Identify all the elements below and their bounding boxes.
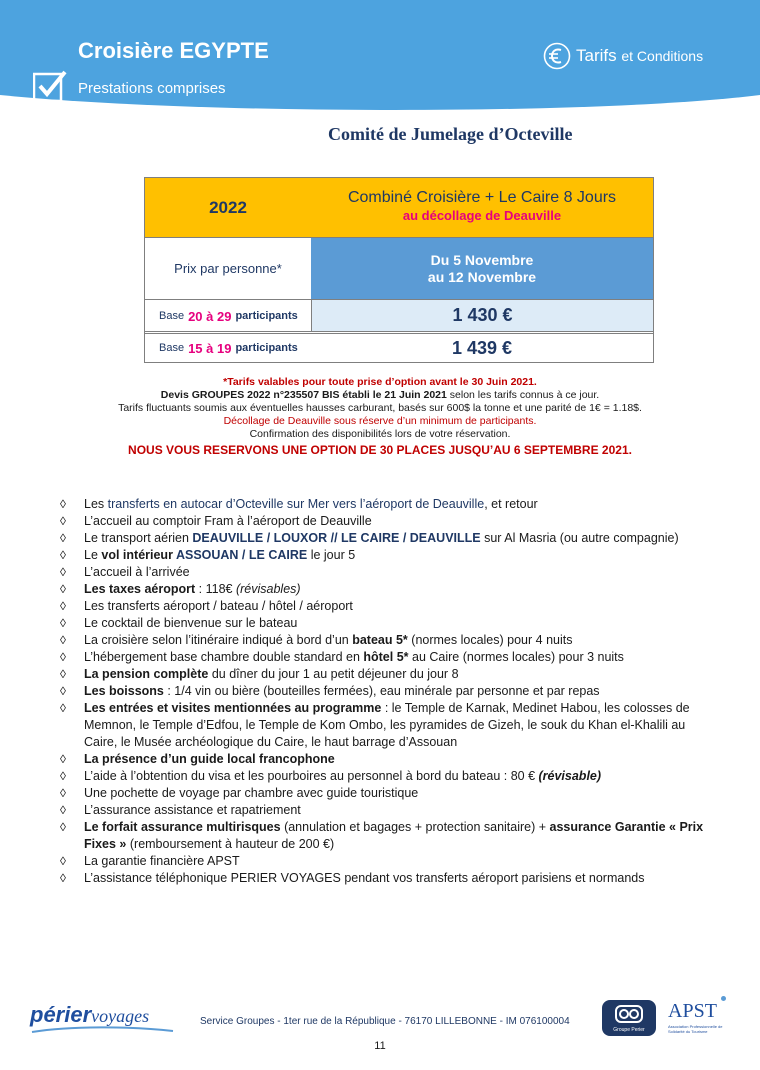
list-item: ◊ Une pochette de voyage par chambre avec guide touristique (60, 786, 419, 800)
diamond-bullet-icon: ◊ (60, 786, 66, 800)
list-item: ◊ Les boissons : 1/4 vin ou bière (bouteilles fermées), eau minérale par personne et par repas (60, 684, 600, 698)
diamond-bullet-icon: ◊ (60, 820, 66, 834)
diamond-bullet-icon: ◊ (60, 582, 66, 596)
apst-logo: APST (668, 1000, 717, 1022)
groupe-perier-badge (602, 1000, 656, 1036)
diamond-bullet-icon: ◊ (60, 667, 66, 681)
list-item: ◊ L’hébergement base chambre double standard en hôtel 5* au Caire (normes locales) pour 3 nuits (60, 650, 624, 664)
tarifs-heading (576, 46, 703, 66)
base-label (145, 334, 311, 362)
dates-line2: au 12 Novembre (427, 269, 537, 285)
diamond-bullet-icon: ◊ (60, 531, 66, 545)
list-item: ◊ Le vol intérieur ASSOUAN / LE CAIRE le jour 5 (60, 548, 356, 562)
diamond-bullet-icon: ◊ (60, 633, 66, 647)
diamond-bullet-icon: ◊ (60, 684, 66, 698)
participants-range: 20 à 29 (188, 308, 232, 324)
note-quote (0, 389, 760, 402)
logo-part2: voyages (91, 1006, 150, 1026)
footer-address: Service Groupes - 1ter rue de la République - 76170 LILLEBONNE - IM 076100004 (200, 1016, 570, 1027)
diamond-bullet-icon: ◊ (60, 854, 66, 868)
logo-part1: périer (30, 1002, 92, 1027)
diamond-bullet-icon: ◊ (60, 701, 66, 715)
list-item: ◊ L’aide à l’obtention du visa et les pourboires au personnel à bord du bateau : 80 € (révisable) (60, 769, 602, 783)
list-item: ◊ Le transport aérien DEAUVILLE / LOUXOR // LE CAIRE / DEAUVILLE sur Al Masria (ou autre compagnie) (60, 531, 679, 545)
base-label (145, 300, 311, 332)
list-item: ◊ La croisière selon l’itinéraire indiqué à bord d’un bateau 5* (normes locales) pour 4 nuits (60, 633, 573, 647)
tarifs-label: Tarifs (576, 46, 617, 65)
list-item: ◊ L’accueil à l’arrivée (60, 565, 190, 579)
base-word: Base (159, 342, 185, 354)
committee-title: Comité de Jumelage d’Octeville (328, 124, 573, 144)
page-title: Croisière EGYPTE (78, 38, 269, 63)
table-header-row (145, 178, 653, 238)
apst-caption: Association Professionnelle de Solidarité du Tourisme (668, 1024, 723, 1034)
diamond-bullet-icon: ◊ (60, 548, 66, 562)
participants-range: 15 à 19 (188, 340, 232, 356)
header-band (0, 0, 760, 110)
option-reservation: NOUS VOUS RESERVONS UNE OPTION DE 30 PLACES JUSQU’AU 6 SEPTEMBRE 2021. (128, 443, 632, 457)
page-subtitle: Prestations comprises (78, 80, 226, 97)
note-fuel: Tarifs fluctuants soumis aux éventuelles hausses carburant, basés sur 600$ la tonne et une parité de 1€ = 1.18$. (118, 402, 642, 414)
diamond-bullet-icon: ◊ (60, 497, 66, 511)
diamond-bullet-icon: ◊ (60, 752, 66, 766)
base-word: Base (159, 310, 185, 322)
diamond-bullet-icon: ◊ (60, 616, 66, 630)
pricing-notes (0, 376, 760, 457)
price-table (144, 177, 654, 363)
list-item: ◊ Le forfait assurance multirisques (annulation et bagages + protection sanitaire) + assurance Garantie « Prix Fixes » (remboursement à hauteur de 200 €) (60, 820, 704, 851)
list-item: ◊ La garantie financière APST (60, 854, 240, 868)
list-item: ◊ Les taxes aéroport : 118€ (révisables) (60, 582, 301, 596)
list-item: ◊ Le cocktail de bienvenue sur le bateau (60, 616, 298, 630)
list-item: ◊ La pension complète du dîner du jour 1 au petit déjeuner du jour 8 (60, 667, 459, 681)
per-person-label: Prix par personne* (174, 261, 282, 276)
conditions-label: et Conditions (621, 48, 704, 64)
included-services-list (60, 496, 720, 887)
list-item: ◊ Les entrées et visites mentionnées au programme : le Temple de Karnak, Medinet Habou, les colosses de Memnon, le Temple d’Edfou, le Temple de Kom Ombo, les pyramides de Gizeh, le souk du Khan el-Khalili au Caire, le Musée archéologique du Caire, le haut barrage d’Assouan (60, 701, 690, 749)
diamond-bullet-icon: ◊ (60, 565, 66, 579)
price-value: 1 439 € (451, 337, 513, 358)
product-cell (311, 178, 653, 238)
participants-word: participants (235, 342, 298, 354)
quote-rest: selon les tarifs connus à ce jour. (446, 389, 600, 401)
list-item: ◊ Les transferts en autocar d’Octeville sur Mer vers l’aéroport de Deauville, et retour (60, 497, 538, 511)
list-item: ◊ La présence d’un guide local francophone (60, 752, 335, 766)
list-item: ◊ Les transferts aéroport / bateau / hôtel / aéroport (60, 599, 353, 613)
infinity-icon (602, 1000, 656, 1028)
diamond-bullet-icon: ◊ (60, 803, 66, 817)
participants-word: participants (235, 310, 298, 322)
list-item: ◊ L’assistance téléphonique PERIER VOYAGES pendant vos transferts aéroport parisiens et normands (60, 871, 645, 885)
note-confirmation: Confirmation des disponibilités lors de votre réservation. (249, 428, 511, 440)
note-validity: *Tarifs valables pour toute prise d’option avant le 30 Juin 2021. (223, 376, 537, 388)
dates-cell (311, 238, 653, 299)
diamond-bullet-icon: ◊ (60, 514, 66, 528)
quote-reference: Devis GROUPES 2022 n°235507 BIS établi le 21 Juin 2021 (160, 389, 447, 401)
departure-note: au décollage de Deauville (402, 208, 562, 223)
diamond-bullet-icon: ◊ (60, 769, 66, 783)
list-item: ◊ L’accueil au comptoir Fram à l’aéroport de Deauville (60, 514, 372, 528)
apst-dot-icon (721, 996, 726, 1001)
diamond-bullet-icon: ◊ (60, 871, 66, 885)
table-row (145, 331, 653, 362)
diamond-bullet-icon: ◊ (60, 599, 66, 613)
dates-line1: Du 5 Novembre (430, 252, 534, 268)
table-row (145, 299, 653, 331)
page-number: 11 (374, 1040, 386, 1052)
price-value: 1 430 € (311, 300, 653, 331)
list-item: ◊ L’assurance assistance et rapatriement (60, 803, 301, 817)
logo-swoosh-icon (30, 1025, 175, 1035)
badge-caption: Groupe Perier (613, 1027, 645, 1033)
product-name: Combiné Croisière + Le Caire 8 Jours (347, 189, 617, 206)
diamond-bullet-icon: ◊ (60, 650, 66, 664)
year-cell: 2022 (209, 198, 247, 217)
note-departure: Décollage de Deauville sous réserve d’un minimum de participants. (223, 415, 537, 427)
